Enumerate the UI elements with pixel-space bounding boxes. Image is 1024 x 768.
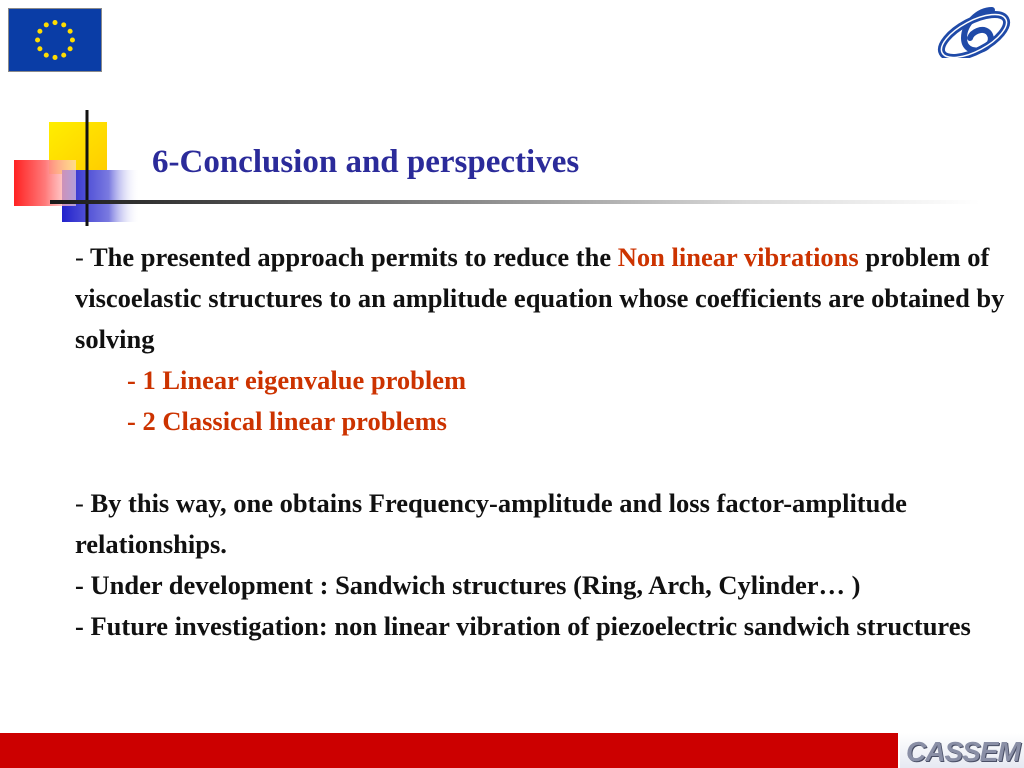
eu-flag-logo	[8, 8, 102, 72]
title-underline	[50, 200, 980, 204]
fp6-logo	[934, 2, 1022, 58]
footer-bar	[0, 733, 898, 768]
bullet-dash: -	[75, 488, 84, 518]
cassem-logo	[900, 733, 1024, 768]
title-decoration	[0, 100, 160, 230]
paragraph-2-text: By this way, one obtains Frequency-amplitude and loss factor-amplitude relationships.	[75, 488, 907, 559]
paragraph-2	[75, 483, 1010, 565]
paragraph-3: - Under development : Sandwich structures (Ring, Arch, Cylinder… )	[75, 570, 861, 600]
paragraph-1-text-a: The presented approach permits to reduce the	[89, 242, 612, 272]
slide-title: 6-Conclusion and perspectives	[152, 144, 580, 180]
paragraph-4: - Future investigation: non linear vibration of piezoelectric sandwich structures	[75, 611, 971, 641]
eu-stars-icon	[9, 9, 101, 71]
slide-body	[75, 237, 1010, 647]
cassem-logo-text: CASSEM	[906, 736, 1020, 767]
paragraph-1-text-b: problem of viscoelastic structures to an amplitude equation whose coefficients are obtained by solving	[75, 242, 1005, 354]
bullet-dash: -	[75, 242, 84, 272]
paragraph-1	[75, 237, 1010, 360]
sub-item-linear-problems: - 2 Classical linear problems	[127, 406, 447, 436]
sub-item-eigenvalue: - 1 Linear eigenvalue problem	[127, 365, 467, 395]
paragraph-1-highlight: Non linear vibrations	[617, 242, 859, 272]
